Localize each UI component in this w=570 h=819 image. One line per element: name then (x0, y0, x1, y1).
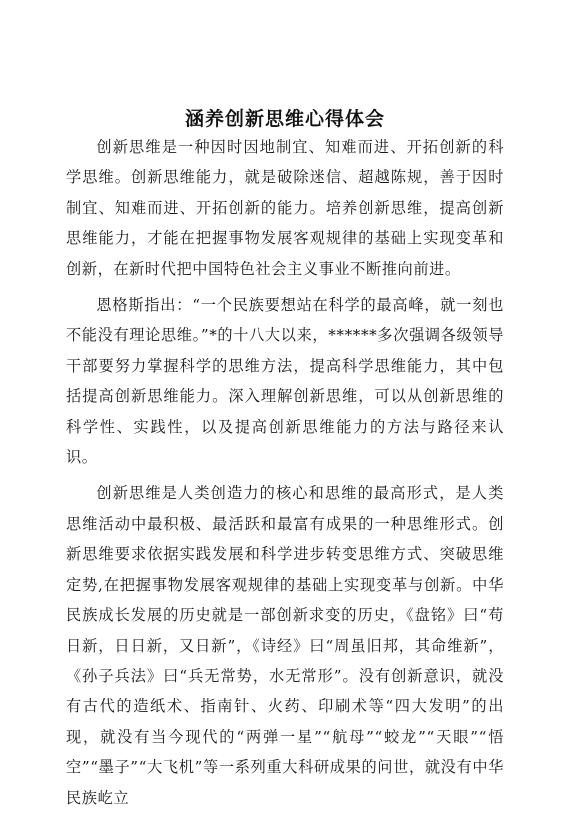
document-body (66, 132, 504, 819)
paragraph-2: 恩格斯指出：“一个民族要想站在科学的最高峰，就一刻也不能没有理论思维。”*的十八大以来，******多次强调各级领导干部要努力掌握科学的思维方法，提高科学思维能力，其中包括提高创新思维能力。深入理解创新思维，可以从创新思维的科学性、实践性，以及提高创新思维能力的方法与路径来认识。 (66, 296, 504, 467)
paragraph-3: 创新思维是人类创造力的核心和思维的最高形式，是人类思维活动中最积极、最活跃和最富有成果的一种思维形式。创新思维要求依据实践发展和科学进步转变思维方式、突破思维定势,在把握事物发展客观规律的基础上实现变革与创新。中华民族成长发展的历史就是一部创新求变的历史，《盘铭》曰“苟日新，日日新，又日新”，《诗经》曰“周虽旧邦，其命维新”，《孙子兵法》曰“兵无常势，水无常形”。没有创新意识，就没有古代的造纸术、指南针、火药、印刷术等“四大发明”的出现，就没有当今现代的“两弹一星”“航母”“蛟龙”“天眼”“悟空”“墨子”“大飞机”等一系列重大科研成果的问世，就没有中华民族屹立 (66, 484, 504, 807)
paragraph-1: 创新思维是一种因时因地制宜、知难而进、开拓创新的科学思维。创新思维能力，就是破除迷信、超越陈规，善于因时制宜、知难而进、开拓创新的能力。培养创新思维，提高创新思维能力，才能在把握事物发展客观规律的基础上实现变革和创新，在新时代把中国特色社会主义事业不断推向前进。 (66, 138, 504, 278)
document-title: 涵养创新思维心得体会 (184, 108, 385, 130)
